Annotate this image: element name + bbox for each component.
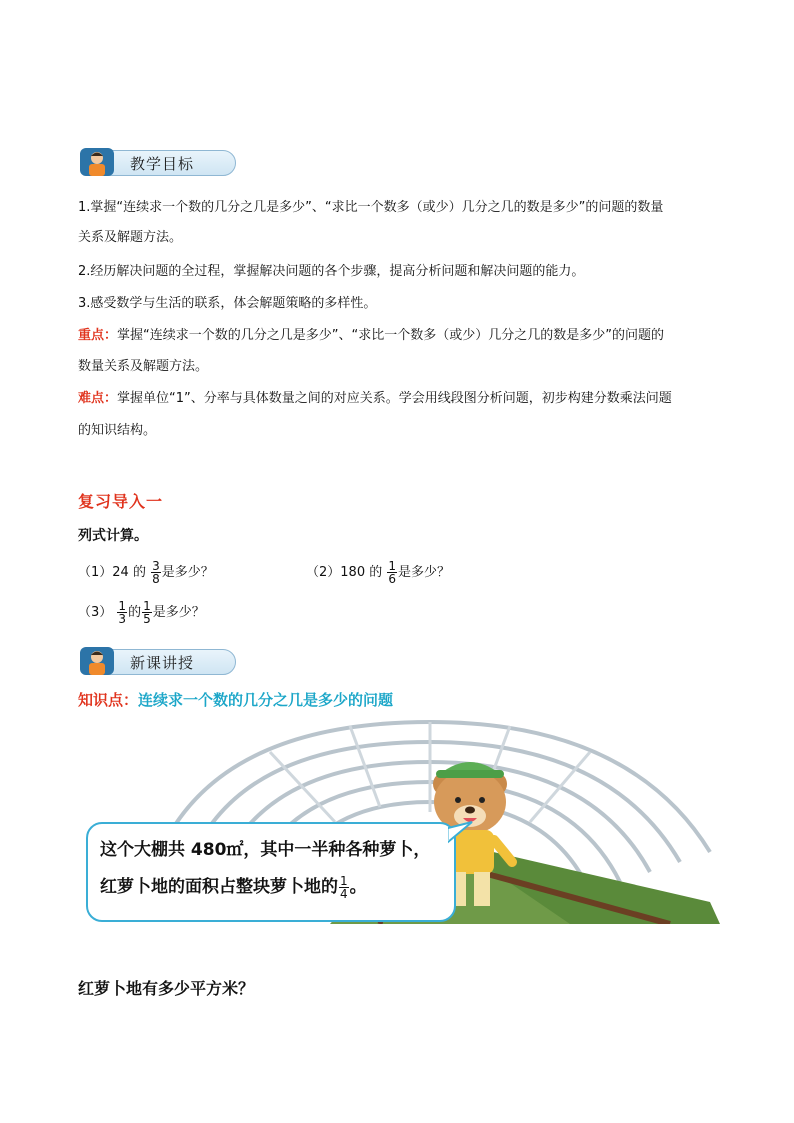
q3-suffix: 是多少？ — [152, 605, 205, 620]
key-point-text: 掌握“连续求一个数的几分之几是多少”、“求比一个数多（或少）几分之几的数是多少”的问题的 — [117, 328, 664, 343]
difficulty-label: 难点： — [78, 391, 118, 406]
section-title: 新课讲授 — [130, 654, 195, 672]
knowledge-label: 知识点： — [78, 691, 139, 709]
difficulty-line-2: 的知识结构。 — [78, 423, 157, 438]
fraction — [339, 875, 349, 900]
question-text: 红萝卜地有多少平方米？ — [78, 979, 255, 998]
knowledge-point — [78, 689, 393, 710]
bubble-tail — [448, 820, 474, 846]
bubble-line-1: 这个大棚共 480㎡，其中一半种各种萝卜， — [100, 840, 431, 860]
section-banner-objectives — [78, 147, 236, 177]
objective-item-2: 2.经历解决问题的全过程，掌握解决问题的各个步骤，提高分析问题和解决问题的能力。 — [78, 264, 585, 279]
q2-suffix: 是多少？ — [398, 565, 451, 580]
difficulty — [78, 389, 672, 409]
objective-line-1: 1.掌握“连续求一个数的几分之几是多少”、“求比一个数多（或少）几分之几的数是多少”的问题的数量 — [78, 200, 664, 215]
fraction — [142, 600, 152, 625]
denominator: 8 — [152, 572, 160, 586]
numerator: 3 — [152, 559, 160, 573]
bubble-line-2-end: 。 — [349, 877, 367, 897]
q2-prefix: （2）180 的 — [306, 565, 383, 580]
knowledge-text: 连续求一个数的几分之几是多少的问题 — [138, 691, 394, 709]
section-title: 教学目标 — [130, 155, 195, 173]
q3-prefix: （3） — [78, 605, 113, 620]
denominator: 4 — [340, 886, 348, 901]
denominator: 5 — [143, 612, 151, 626]
numerator: 1 — [143, 599, 151, 613]
objective-line-2: 关系及解题方法。 — [78, 230, 183, 245]
key-point — [78, 326, 664, 346]
q1-suffix: 是多少？ — [161, 565, 214, 580]
numerator: 1 — [340, 873, 348, 888]
fraction — [151, 560, 161, 585]
question-1 — [78, 560, 214, 585]
objective-item-3: 3.感受数学与生活的联系，体会解题策略的多样性。 — [78, 296, 377, 311]
question-3 — [78, 600, 205, 625]
numerator: 1 — [388, 559, 396, 573]
bubble-line-2-text: 红萝卜地的面积占整块萝卜地的 — [100, 877, 338, 897]
denominator: 6 — [388, 572, 396, 586]
question-2 — [306, 560, 450, 585]
difficulty-text: 掌握单位“1”、分率与具体数量之间的对应关系。学会用线段图分析问题，初步构建分数乘法问题 — [117, 391, 672, 406]
fraction — [387, 560, 397, 585]
q3-mid: 的 — [128, 605, 142, 620]
bubble-line-2 — [100, 872, 367, 900]
q1-prefix: （1）24 的 — [78, 565, 146, 580]
fraction — [117, 600, 127, 625]
review-heading: 复习导入一 — [78, 492, 164, 511]
key-point-label: 重点： — [78, 328, 118, 343]
section-banner-new-lesson — [78, 646, 236, 676]
review-instruction: 列式计算。 — [78, 528, 148, 544]
teacher-icon — [78, 147, 118, 177]
denominator: 3 — [118, 612, 127, 626]
key-point-line-2: 数量关系及解题方法。 — [78, 359, 209, 374]
numerator: 1 — [118, 599, 127, 613]
teacher-icon — [78, 646, 118, 676]
